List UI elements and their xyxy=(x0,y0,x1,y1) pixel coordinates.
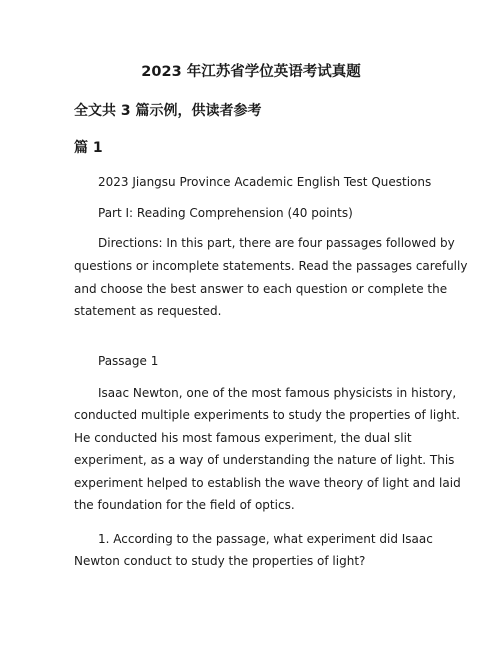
passage-heading: Passage 1 xyxy=(98,354,159,368)
passage-line: experiment helped to establish the wave theory of light and laid xyxy=(74,476,461,490)
passage-line: the foundation for the field of optics. xyxy=(74,498,295,512)
document-subtitle: 全文共 3 篇示例，供读者参考 xyxy=(74,103,262,119)
paper-title: 2023 Jiangsu Province Academic English Test Questions xyxy=(98,175,432,189)
question-line: 1. According to the passage, what experiment did Isaac xyxy=(98,532,433,546)
question-line: Newton conduct to study the properties of light? xyxy=(74,554,366,568)
passage-line: He conducted his most famous experiment, the dual slit xyxy=(74,431,412,445)
passage-line: Isaac Newton, one of the most famous physicists in history, xyxy=(98,386,457,400)
directions-line: Directions: In this part, there are four passages followed by xyxy=(98,236,455,250)
passage-line: conducted multiple experiments to study the properties of light. xyxy=(74,408,460,422)
directions-line: and choose the best answer to each question or complete the xyxy=(74,282,448,296)
section-heading: 篇 1 xyxy=(74,140,103,156)
document-title: 2023 年江苏省学位英语考试真题 xyxy=(141,64,361,80)
directions-line: statement as requested. xyxy=(74,304,222,318)
passage-line: experiment, as a way of understanding the nature of light. This xyxy=(74,453,455,467)
directions-line: questions or incomplete statements. Read the passages carefully xyxy=(74,259,468,273)
part-heading: Part I: Reading Comprehension (40 points) xyxy=(98,206,353,220)
